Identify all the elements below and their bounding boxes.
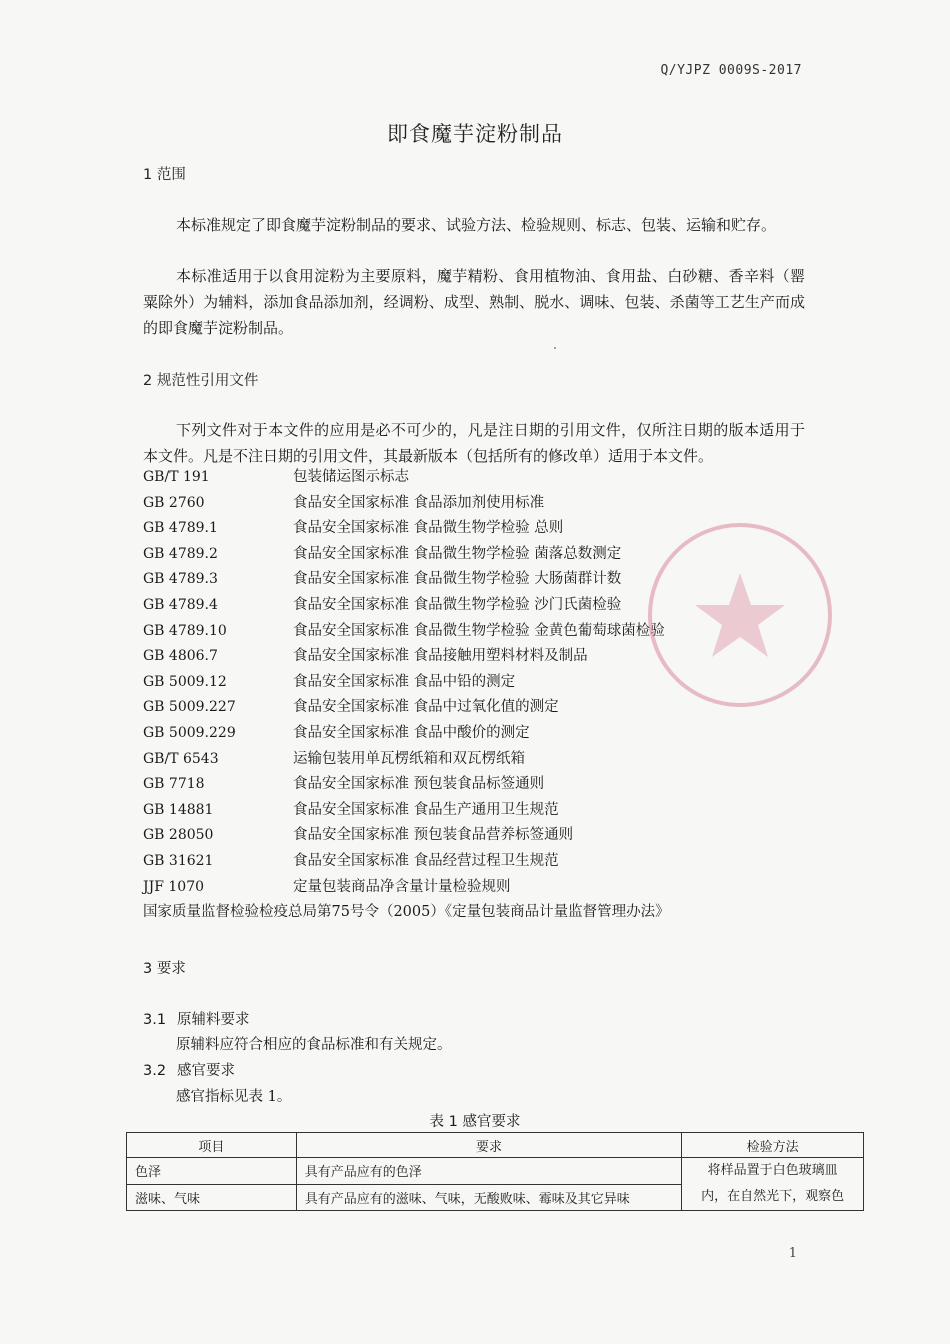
table-cell-method <box>682 1158 864 1211</box>
section-heading-requirements: 3 要求 <box>143 961 186 977</box>
reference-code: GB 5009.12 <box>143 673 227 690</box>
reference-title: 食品安全国家标准 食品添加剂使用标准 <box>293 494 545 511</box>
reference-title: 食品安全国家标准 食品生产通用卫生规范 <box>293 801 559 818</box>
reference-code: GB 4789.4 <box>143 596 218 613</box>
reference-code: GB 4789.1 <box>143 520 218 537</box>
reference-code: GB 4789.2 <box>143 545 218 562</box>
table-cell-requirement: 具有产品应有的色泽 <box>296 1158 681 1185</box>
reference-row <box>143 772 823 798</box>
reference-code: GB 5009.227 <box>143 699 236 716</box>
reference-code: GB/T 6543 <box>143 750 219 767</box>
reference-row <box>143 823 823 849</box>
reference-title: 食品安全国家标准 食品中酸价的测定 <box>293 724 530 741</box>
reference-title: 食品安全国家标准 食品微生物学检验 总则 <box>293 520 564 537</box>
table-caption: 表 1 感官要求 <box>429 1114 521 1130</box>
method-line: 将样品置于白色玻璃皿 <box>707 1163 838 1178</box>
table-cell-item: 滋味、气味 <box>127 1184 297 1211</box>
reference-row <box>143 798 823 824</box>
reference-code: GB 2760 <box>143 494 205 511</box>
table-cell-item: 色泽 <box>127 1158 297 1185</box>
reference-title: 食品安全国家标准 食品微生物学检验 大肠菌群计数 <box>293 571 622 588</box>
reference-title: 食品安全国家标准 食品经营过程卫生规范 <box>293 852 559 869</box>
subsection-title: 感官要求 <box>177 1063 235 1079</box>
section-heading-scope: 1 范围 <box>143 167 186 183</box>
reference-code: GB 7718 <box>143 776 205 793</box>
table-row <box>127 1158 864 1185</box>
scan-speck <box>554 347 556 349</box>
seal-star-icon <box>695 573 785 657</box>
subsection-heading-raw-materials <box>143 1008 250 1029</box>
table-header: 要求 <box>296 1133 681 1158</box>
subsection-heading-sensory <box>143 1059 235 1080</box>
table-cell-requirement: 具有产品应有的滋味、气味，无酸败味、霉味及其它异味 <box>296 1184 681 1211</box>
table-header: 检验方法 <box>682 1133 864 1158</box>
reference-row <box>143 875 823 901</box>
section-heading-normative: 2 规范性引用文件 <box>143 373 259 389</box>
reference-row <box>143 721 823 747</box>
method-line: 内，在自然光下，观察色 <box>701 1189 845 1204</box>
reference-title: 食品安全国家标准 预包装食品营养标签通则 <box>293 827 574 844</box>
reference-title: 运输包装用单瓦楞纸箱和双瓦楞纸箱 <box>293 750 525 767</box>
reference-code: GB 28050 <box>143 827 214 844</box>
reference-row-full: 国家质量监督检验检疫总局第75号令（2005）《定量包装商品计量监督管理办法》 <box>143 904 670 921</box>
reference-title: 食品安全国家标准 食品接触用塑料材料及制品 <box>293 648 588 665</box>
page-number: 1 <box>788 1246 797 1261</box>
sensory-table <box>126 1132 864 1211</box>
table-header-row <box>127 1133 864 1158</box>
reference-title: 食品安全国家标准 食品中铅的测定 <box>293 673 516 690</box>
scope-paragraph-2: 本标准适用于以食用淀粉为主要原料，魔芋精粉、食用植物油、食用盐、白砂糖、香辛料（罂粟除外）为辅料，添加食品添加剂，经调粉、成型、熟制、脱水、调味、包装、杀菌等工艺生产而成的即食魔芋淀粉制品。 <box>143 267 805 337</box>
subsection-number: 3.1 <box>143 1012 167 1028</box>
normative-intro: 下列文件对于本文件的应用是必不可少的，凡是注日期的引用文件，仅所注日期的版本适用于本文件。凡是不注日期的引用文件，其最新版本（包括所有的修改单）适用于本文件。 <box>143 421 805 465</box>
raw-materials-text: 原辅料应符合相应的食品标准和有关规定。 <box>176 1037 452 1053</box>
reference-row <box>143 747 823 773</box>
reference-code: JJF 1070 <box>143 878 205 895</box>
company-seal-stamp <box>640 515 840 715</box>
reference-title: 定量包装商品净含量计量检验规则 <box>293 878 511 895</box>
reference-code: GB 4806.7 <box>143 648 218 665</box>
table-header: 项目 <box>127 1133 297 1158</box>
subsection-title: 原辅料要求 <box>177 1012 250 1028</box>
reference-code: GB 31621 <box>143 852 214 869</box>
reference-row <box>143 491 823 517</box>
reference-title: 食品安全国家标准 预包装食品标签通则 <box>293 776 545 793</box>
reference-title: 食品安全国家标准 食品微生物学检验 金黄色葡萄球菌检验 <box>293 622 665 639</box>
reference-code: GB 5009.229 <box>143 724 236 741</box>
reference-title: 食品安全国家标准 食品微生物学检验 沙门氏菌检验 <box>293 596 622 613</box>
reference-title: 包装储运图示标志 <box>293 469 409 485</box>
document-title: 即食魔芋淀粉制品 <box>387 122 563 146</box>
reference-title: 食品安全国家标准 食品微生物学检验 菌落总数测定 <box>293 545 622 562</box>
subsection-number: 3.2 <box>143 1063 167 1079</box>
reference-code: GB 4789.10 <box>143 622 227 639</box>
reference-code: GB 14881 <box>143 801 214 818</box>
standard-code: Q/YJPZ 0009S-2017 <box>660 63 802 78</box>
reference-title: 食品安全国家标准 食品中过氧化值的测定 <box>293 699 559 716</box>
reference-code: GB/T 191 <box>143 469 210 485</box>
reference-row <box>143 465 823 491</box>
sensory-text: 感官指标见表 1。 <box>176 1089 292 1105</box>
scope-paragraph-1: 本标准规定了即食魔芋淀粉制品的要求、试验方法、检验规则、标志、包装、运输和贮存。 <box>176 216 777 234</box>
reference-code: GB 4789.3 <box>143 571 218 588</box>
reference-row <box>143 849 823 875</box>
